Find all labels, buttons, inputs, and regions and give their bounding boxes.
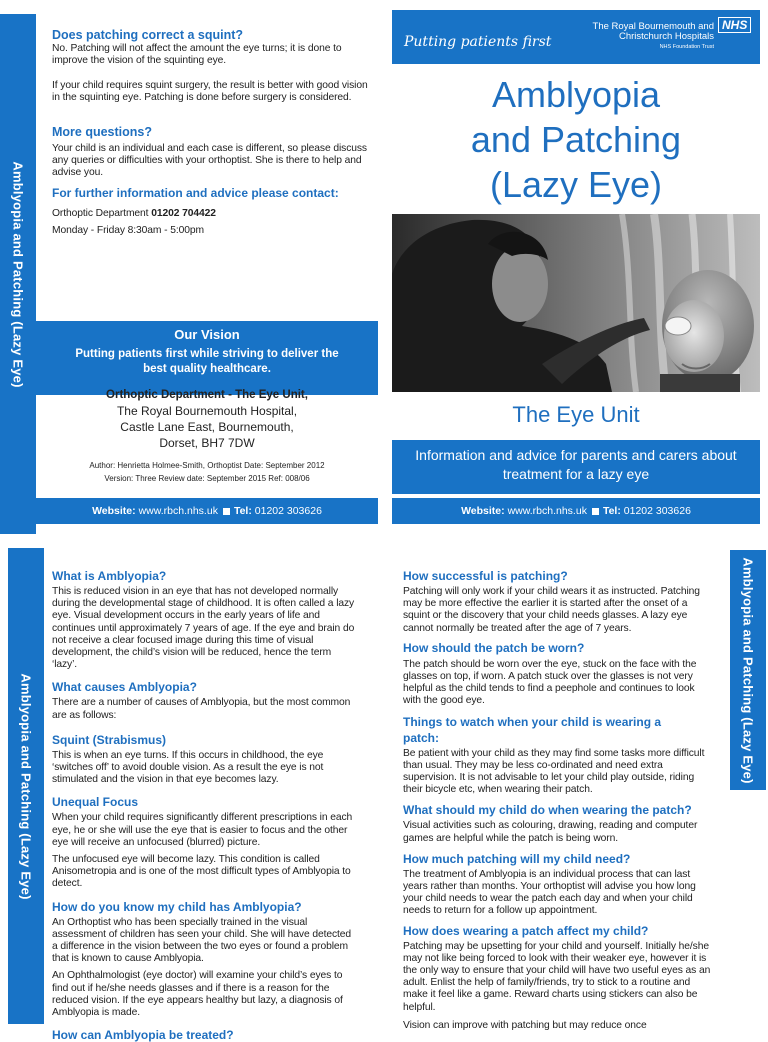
photo-illustration xyxy=(392,214,760,392)
info-text: Information and advice for parents and carers about treatment for a lazy eye xyxy=(415,447,737,482)
s5-text: An Orthoptist who has been specially trained in the visual assessment of children has seen your child. She will have detected a difference in the vision between the two eyes or found a problem that is known to cause Amblyopia. xyxy=(52,916,352,965)
r2-title: How should the patch be worn? xyxy=(403,640,585,655)
website-link-2[interactable]: www.rbch.nhs.uk xyxy=(507,505,587,517)
s4-text: When your child requires significantly different prescriptions in each eye, he or she will use the eye that is easier to focus and the other eye will receive an unfocused (blurred) picture. xyxy=(52,812,353,848)
r6-text: Patching may be upsetting for your child and yourself. Initially he/she may not like being forced to look with their weaker eye, however it is the only way to ensure that your child will have two useful eyes as an adult. Enlist the help of family/friends, try to stick to a routine and make it feel like a game. Reward charts using stickers can also be helpful. xyxy=(403,940,711,1013)
back-panel xyxy=(36,14,378,534)
s5-title: How do you know my child has Amblyopia? xyxy=(52,899,302,914)
spine-title: Amblyopia and Patching (Lazy Eye) xyxy=(10,160,26,388)
column-left xyxy=(52,569,358,1042)
nhs-badge: NHS xyxy=(718,17,751,33)
s5-text2: An Ophthalmologist (eye doctor) will examine your child’s eyes to find out if he/she needs glasses and if there is a reason for the reduced vision. If the eye appears healthy but lazy, a diagnosis of Amblyopia is made. xyxy=(52,970,343,1019)
tel-number-2: 01202 303626 xyxy=(623,505,691,517)
cover-title-line1: Amblyopia xyxy=(491,74,661,115)
contact-line xyxy=(52,208,216,220)
r2-text: The patch should be worn over the eye, stuck on the face with the glasses on top, if worn. A patch stuck over the glasses is not very helpful as the child tends to find a peephole and continues to look with the good eye. xyxy=(403,658,697,707)
contact-phone: 01202 704422 xyxy=(151,208,216,219)
q1-title: Does patching correct a squint? xyxy=(52,28,244,42)
website-label: Website: xyxy=(92,505,136,517)
column-right xyxy=(403,569,715,1032)
cover-title-line2: and Patching xyxy=(470,119,682,160)
contact-dept: Orthoptic Department xyxy=(52,208,149,219)
q1-text: No. Patching will not affect the amount the eye turns; it is done to improve the vision of the squinting eye. xyxy=(52,43,342,67)
address-line2: Castle Lane East, Bournemouth, xyxy=(120,420,294,434)
s4-title: Unequal Focus xyxy=(52,795,139,810)
tel-label: Tel: xyxy=(233,505,252,517)
eye-unit-label: The Eye Unit xyxy=(512,402,640,427)
spine-top-left xyxy=(0,14,36,534)
r7-text: Vision can improve with patching but may reduce once xyxy=(403,1019,647,1031)
r5-text: The treatment of Amblyopia is an individual process that can last years rather than months. Your orthoptist will advise you how long your child needs to wear the patch each day and when your child needs to return for a follow up appointment. xyxy=(403,868,696,917)
q1-text2: If your child requires squint surgery, the result is better with good vision in the squinting eye. Patching is done before surgery is considered. xyxy=(52,80,368,104)
website-link[interactable]: www.rbch.nhs.uk xyxy=(138,505,218,517)
website-label-2: Website: xyxy=(461,505,505,517)
q2-text: Your child is an individual and each case is different, so please discuss any queries or difficulties with your orthoptist. She is there to help and advise you. xyxy=(52,143,367,179)
r3-title: Things to watch when your child is wearing a patch: xyxy=(403,714,662,745)
r1-title: How successful is patching? xyxy=(403,569,568,583)
cover-title xyxy=(392,72,760,207)
s1-title: What is Amblyopia? xyxy=(52,569,167,583)
s3-title: Squint (Strabismus) xyxy=(52,732,167,747)
q2-title: More questions? xyxy=(52,125,153,139)
s1-text: This is reduced vision in an eye that has not developed normally during the developmental stage of childhood. It is often called a lazy eye. Visual development occurs in the early years of life and continues until approximately 7 years of age. If the eye and brain do not receive a clear focused image during this time of visual development, the child’s vision will be reduced, hence the term ‘lazy’. xyxy=(52,586,355,671)
s4-text2: The unfocused eye will become lazy. This condition is called Anisometropia and is one of the most difficult types of Amblyopia to detect. xyxy=(52,854,351,890)
cover-title-line3: (Lazy Eye) xyxy=(489,164,663,205)
r3-text: Be patient with your child as they may find some tasks more difficult than usual. They may be less co-ordinated and need extra supervision. It is not advisable to let your child play outside, riding their bicycle etc, when wearing their patch. xyxy=(403,747,705,796)
separator-square-icon xyxy=(223,508,230,515)
r5-title: How much patching will my child need? xyxy=(403,851,631,866)
tel-label-2: Tel: xyxy=(602,505,621,517)
tel-number: 01202 303626 xyxy=(254,505,322,517)
r4-title: What should my child do when wearing the patch? xyxy=(403,803,692,818)
address-line1: The Royal Bournemouth Hospital, xyxy=(116,404,298,418)
r4-text: Visual activities such as colouring, drawing, reading and computer games are helpful while the patch is being worn. xyxy=(403,820,698,844)
separator-square-icon-2 xyxy=(592,508,599,515)
nhs-logo xyxy=(718,16,751,34)
footer-bar-right xyxy=(392,498,760,524)
address-line3: Dorset, BH7 7DW xyxy=(159,436,255,450)
contact-hours: Monday - Friday 8:30am - 5:00pm xyxy=(52,225,204,236)
r1-text: Patching will only work if your child wears it as instructed. Patching may be more effective the earlier it is started after the onset of a squint or the discovery that your child needs glasses. A lazy eye cannot normally be treated after the age of 7 years. xyxy=(403,586,700,634)
r6-title: How does wearing a patch affect my child? xyxy=(403,923,649,938)
trust-line2: Christchurch Hospitals xyxy=(618,31,714,42)
meta-line2: Version: Three Review date: September 2015 Ref: 008/06 xyxy=(104,474,310,483)
meta-line1: Author: Henrietta Holmee-Smith, Orthoptist Date: September 2012 xyxy=(89,461,325,470)
cover-header xyxy=(392,10,760,64)
trust-name xyxy=(576,22,714,52)
address-block xyxy=(36,389,378,483)
vision-text: Putting patients first while striving to deliver the best quality healthcare. xyxy=(75,348,339,375)
spine-title-bottom-left: Amblyopia and Patching (Lazy Eye) xyxy=(18,672,34,900)
vision-title: Our Vision xyxy=(174,327,240,342)
trust-line1: The Royal Bournemouth and xyxy=(592,21,714,32)
info-box xyxy=(392,440,760,494)
s2-text: There are a number of causes of Amblyopia, but the most common are as follows: xyxy=(52,697,351,721)
s3-text: This is when an eye turns. If this occurs in childhood, the eye ‘switches off’ to avoid double vision. As a result the eye is not stimulated and the vision in that eye becomes lazy. xyxy=(52,749,324,786)
spine-bottom-right xyxy=(730,550,766,790)
s2-title: What causes Amblyopia? xyxy=(52,680,197,695)
cover-photo xyxy=(392,214,760,392)
s6-title: How can Amblyopia be treated? xyxy=(52,1028,234,1042)
address-title: Orthoptic Department - The Eye Unit, xyxy=(106,389,308,401)
spine-bottom-left xyxy=(8,548,44,1024)
spine-title-bottom-right: Amblyopia and Patching (Lazy Eye) xyxy=(740,556,756,784)
trust-line3: NHS Foundation Trust xyxy=(659,44,714,50)
footer-bar-left xyxy=(36,498,378,524)
contact-title: For further information and advice please contact: xyxy=(52,186,339,200)
vision-box xyxy=(36,321,378,395)
slogan: Putting patients first xyxy=(404,34,552,50)
